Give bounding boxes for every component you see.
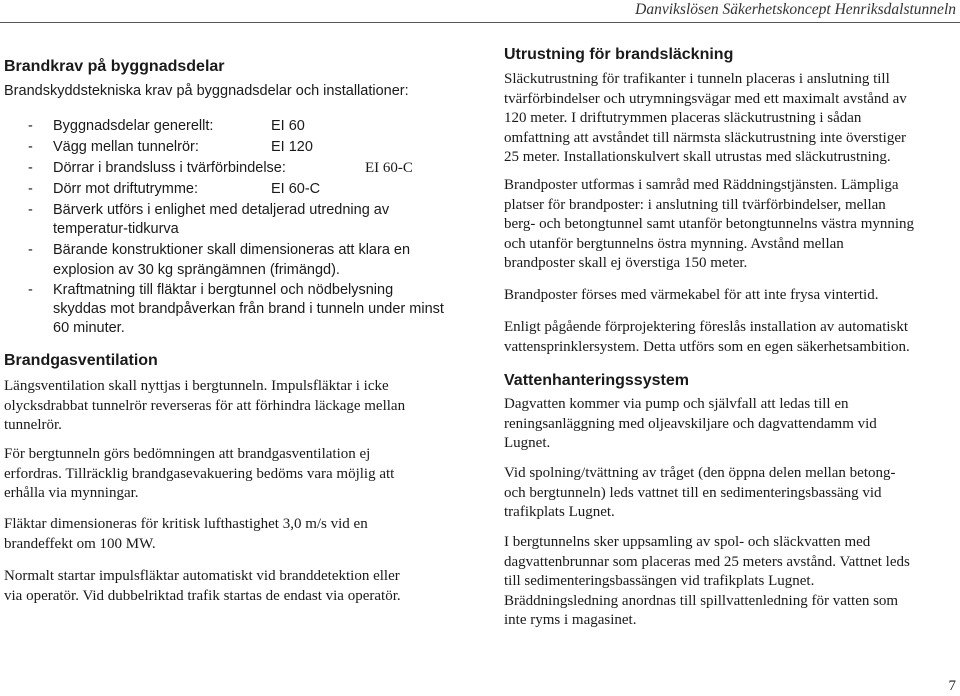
paragraph: Längsventilation skall nyttjas i bergtunneln. Impulsfläktar i icke olycksdrabbat tunnelrör reverseras för att förhindra läckage mellan tunnelrör. — [4, 378, 406, 433]
running-header — [0, 0, 960, 24]
fire-rating-value: EI 60-C — [365, 160, 413, 176]
list-item: - Bärverk utförs i enlighet med detaljerad utredning av temperatur-tidkurva — [28, 202, 390, 237]
fire-rating-value: EI 120 — [271, 139, 313, 155]
header-rule — [0, 22, 960, 23]
paragraph: Normalt startar impulsfläktar automatiskt vid branddetektion eller via operatör. Vid dubbelriktad trafik startas de endast via operatör. — [4, 568, 401, 604]
paragraph: Släckutrustning för trafikanter i tunneln placeras i anslutning till tvärförbindelser och utrymningsvägar med ett maximalt avstånd av 120 meter. I driftutrymmen placeras släckutrustning i sådan omfattning att avståndet till närmsta släckutrustning inte överstiger 25 meter. Installationskulvert skall utrustas med släckutrustning. — [504, 71, 907, 165]
fire-rating-value: EI 60-C — [271, 181, 321, 197]
list-item: - Kraftmatning till fläktar i bergtunnel och nödbelysning skyddas mot brandpåverkan från brand i tunneln under minst 60 minuter. — [28, 282, 444, 336]
section-heading-vattenhantering: Vattenhanteringssystem — [504, 372, 689, 389]
section-subheading: Brandskyddstekniska krav på byggnadsdelar och installationer: — [4, 83, 409, 99]
paragraph: I bergtunnelns sker uppsamling av spol- och släckvatten med dagvattenbrunnar som placeras med 25 meters avstånd. Vattnet leds till sedimenteringsbassängen vid trafikplats Lugnet. Bräddningsledning anordnas till spillvattenledning för vatten som inte ryms i magasinet. — [504, 534, 910, 628]
paragraph: För bergtunneln görs bedömningen att brandgasventilation ej erfordras. Tillräcklig brandgasevakuering bedöms vara möjlig att erhålla via mynningar. — [4, 446, 395, 501]
section-heading-brandgasventilation: Brandgasventilation — [4, 352, 158, 369]
list-item: - Bärande konstruktioner skall dimensioneras att klara en explosion av 30 kg sprängämnen (frimängd). — [28, 242, 411, 278]
fire-rating-value: EI 60 — [271, 118, 305, 134]
paragraph: Enligt pågående förprojektering föreslås installation av automatiskt vattensprinklersystem. Detta utförs som en egen säkerhetsambition. — [504, 319, 910, 355]
paragraph: Vid spolning/tvättning av tråget (den öppna delen mellan betong- och bergtunneln) leds vattnet till en sedimenteringsbassäng vid trafikplats Lugnet. — [504, 465, 896, 520]
paragraph: Dagvatten kommer via pump och självfall att ledas till en reningsanläggning med oljeavskiljare och dagvattendamm vid Lugnet. — [504, 396, 877, 451]
section-heading-brandkrav: Brandkrav på byggnadsdelar — [4, 58, 225, 75]
page-number: 7 — [948, 678, 956, 694]
paragraph: Brandposter utformas i samråd med Räddningstjänsten. Lämpliga platser för brandposter: i anslutning till tvärförbindelser, mellan berg- och betongtunnel samt utanför betongtunnelns västra mynning och utanför bergtunnelns östra mynning. Avstånd mellan brandposter skall ej överstiga 150 meter. — [504, 177, 915, 271]
section-heading-brandslackning: Utrustning för brandsläckning — [504, 46, 734, 63]
paragraph: Fläktar dimensioneras för kritisk lufthastighet 3,0 m/s vid en brandeffekt om 100 MW. — [4, 516, 368, 552]
running-header-title: Danvikslösen Säkerhetskoncept Henriksdalstunneln — [635, 1, 956, 18]
paragraph: Brandposter förses med värmekabel för att inte frysa vintertid. — [504, 287, 879, 303]
